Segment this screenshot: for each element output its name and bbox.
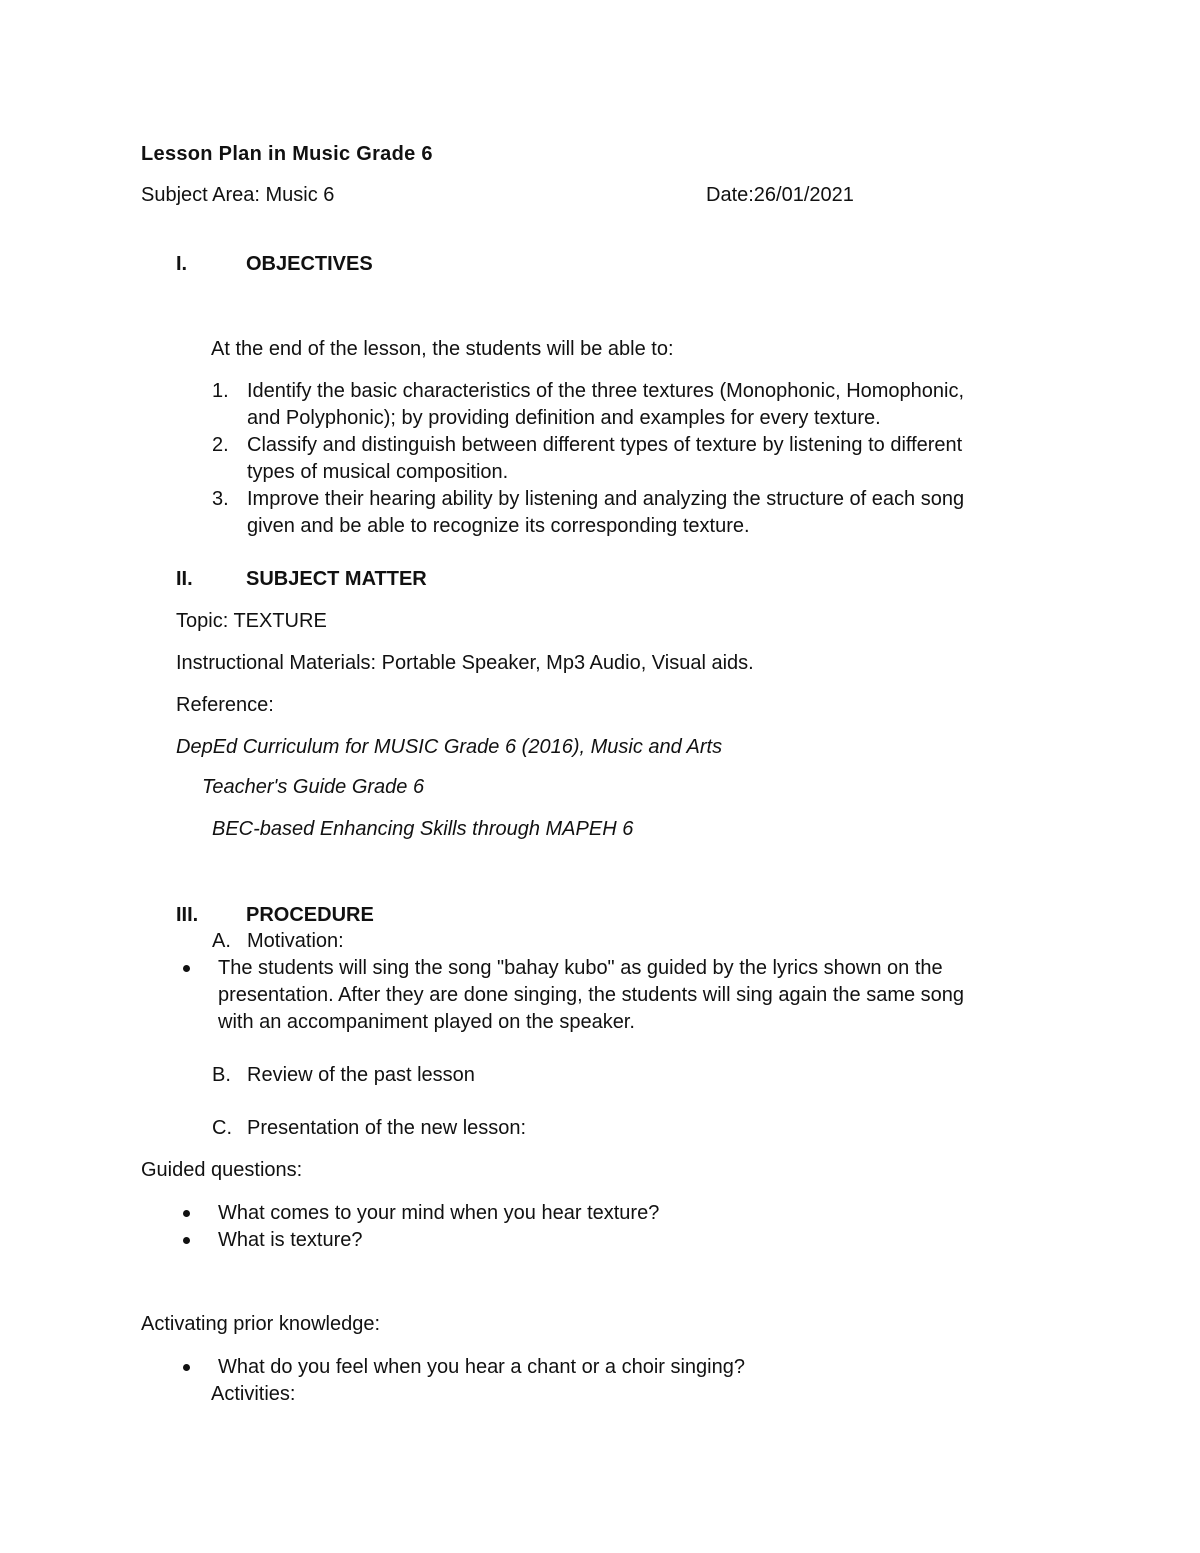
motivation-text-line: with an accompaniment played on the speaker. (218, 1011, 635, 1033)
step-label: Motivation: (247, 930, 344, 952)
subject-matter-title: SUBJECT MATTER (246, 568, 427, 590)
step-letter: B. (212, 1064, 231, 1086)
objective-number: 3. (212, 488, 229, 510)
bullet-icon (182, 1200, 196, 1214)
subject-area: Subject Area: Music 6 (141, 184, 335, 206)
subject-matter-numeral: II. (176, 568, 193, 590)
motivation-text-line: presentation. After they are done singing, the students will sing again the same song (218, 984, 965, 1006)
objectives-numeral: I. (176, 253, 188, 275)
reference-label: Reference: (176, 694, 274, 716)
instructional-materials: Instructional Materials: Portable Speaker, Mp3 Audio, Visual aids. (176, 652, 754, 674)
motivation-text-line: The students will sing the song "bahay kubo" as guided by the lyrics shown on the (218, 957, 943, 979)
bullet-icon (182, 1354, 196, 1368)
guided-question: What is texture? (218, 1229, 363, 1251)
reference-item: Teacher's Guide Grade 6 (202, 776, 425, 798)
reference-item: DepEd Curriculum for MUSIC Grade 6 (2016), Music and Arts (176, 736, 723, 758)
objective-number: 1. (212, 380, 229, 402)
objectives-heading (176, 251, 373, 278)
objective-text-line: Improve their hearing ability by listening and analyzing the structure of each song (247, 488, 965, 510)
step-label: Review of the past lesson (247, 1064, 475, 1086)
prior-knowledge-label: Activating prior knowledge: (141, 1313, 381, 1335)
objective-text-line: and Polyphonic); by providing definition and examples for every texture. (247, 407, 881, 429)
guided-questions-label: Guided questions: (141, 1159, 303, 1181)
bullet-icon (182, 955, 196, 969)
lesson-date: Date:26/01/2021 (706, 184, 854, 206)
document-title: Lesson Plan in Music Grade 6 (141, 143, 433, 165)
bullet-icon (182, 1227, 196, 1241)
objective-text-line: Identify the basic characteristics of the three textures (Monophonic, Homophonic, (247, 380, 965, 402)
objective-text-line: Classify and distinguish between different types of texture by listening to different (247, 434, 963, 456)
step-letter: A. (212, 930, 231, 952)
prior-question: What do you feel when you hear a chant or a choir singing? (218, 1356, 745, 1378)
subject-matter-heading (176, 566, 427, 593)
objective-text-line: given and be able to recognize its corresponding texture. (247, 515, 750, 537)
activities-label: Activities: (211, 1383, 296, 1405)
reference-item: BEC-based Enhancing Skills through MAPEH 6 (212, 818, 634, 840)
topic: Topic: TEXTURE (176, 610, 327, 632)
objectives-title: OBJECTIVES (246, 253, 373, 275)
step-letter: C. (212, 1117, 232, 1139)
procedure-title: PROCEDURE (246, 904, 374, 926)
procedure-heading (176, 902, 374, 929)
guided-question: What comes to your mind when you hear texture? (218, 1202, 660, 1224)
objective-text-line: types of musical composition. (247, 461, 509, 483)
step-label: Presentation of the new lesson: (247, 1117, 527, 1139)
objective-number: 2. (212, 434, 229, 456)
objectives-intro: At the end of the lesson, the students will be able to: (211, 338, 674, 360)
procedure-numeral: III. (176, 904, 199, 926)
